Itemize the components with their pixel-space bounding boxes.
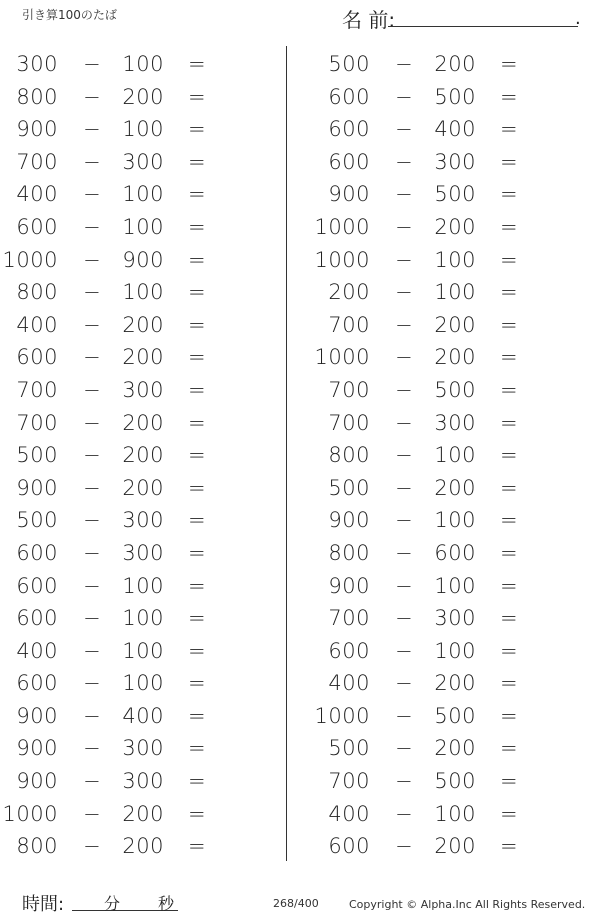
minus-sign: −	[83, 443, 102, 468]
subtrahend: 200	[122, 345, 164, 370]
equals-sign: =	[188, 410, 207, 435]
equals-sign: =	[188, 214, 207, 239]
subtrahend: 100	[122, 280, 164, 305]
minuend: 500	[16, 443, 58, 468]
time-label: 時間:	[22, 894, 65, 915]
minus-sign: −	[395, 280, 414, 305]
minuend: 800	[16, 834, 58, 859]
equals-sign: =	[500, 638, 519, 663]
subtrahend: 100	[434, 280, 476, 305]
equals-sign: =	[500, 508, 519, 533]
minuend: 600	[328, 84, 370, 109]
name-end-dot: .	[575, 8, 581, 29]
equals-sign: =	[188, 247, 207, 272]
equals-sign: =	[188, 540, 207, 565]
problem-row	[0, 176, 290, 209]
equals-sign: =	[500, 540, 519, 565]
equals-sign: =	[188, 52, 207, 76]
subtrahend: 300	[434, 149, 476, 174]
equals-sign: =	[500, 280, 519, 305]
minus-sign: −	[395, 671, 414, 696]
problem-row	[0, 470, 290, 503]
problem-row	[0, 502, 290, 535]
subtrahend: 300	[122, 377, 164, 402]
problem-row	[312, 665, 600, 698]
minus-sign: −	[83, 475, 102, 500]
problem-row	[312, 372, 600, 405]
minus-sign: −	[395, 214, 414, 239]
minus-sign: −	[395, 573, 414, 598]
minus-sign: −	[395, 52, 414, 76]
minus-sign: −	[395, 410, 414, 435]
minuend: 500	[328, 52, 370, 76]
problem-row	[0, 665, 290, 698]
minus-sign: −	[83, 117, 102, 142]
subtrahend: 500	[434, 703, 476, 728]
equals-sign: =	[500, 117, 519, 142]
subtrahend: 200	[434, 52, 476, 76]
minus-sign: −	[83, 214, 102, 239]
copyright-notice: Copyright © Alpha.Inc All Rights Reserved.	[349, 898, 586, 911]
equals-sign: =	[188, 117, 207, 142]
problem-row	[312, 242, 600, 275]
problem-row	[0, 763, 290, 796]
minutes-label: 分	[104, 894, 121, 913]
problem-row	[312, 470, 600, 503]
minuend: 1000	[2, 801, 58, 826]
equals-sign: =	[188, 149, 207, 174]
subtrahend: 300	[122, 769, 164, 794]
minus-sign: −	[395, 540, 414, 565]
problem-row	[312, 796, 600, 829]
minuend: 600	[328, 117, 370, 142]
subtrahend: 100	[122, 671, 164, 696]
subtrahend: 100	[434, 801, 476, 826]
minuend: 900	[16, 736, 58, 761]
minus-sign: −	[83, 606, 102, 631]
minus-sign: −	[83, 638, 102, 663]
subtrahend: 100	[122, 214, 164, 239]
subtrahend: 200	[122, 410, 164, 435]
minuend: 700	[328, 377, 370, 402]
minus-sign: −	[83, 52, 102, 76]
minuend: 1000	[2, 247, 58, 272]
minuend: 500	[328, 475, 370, 500]
subtrahend: 300	[122, 540, 164, 565]
subtrahend: 200	[434, 475, 476, 500]
minus-sign: −	[395, 606, 414, 631]
equals-sign: =	[500, 214, 519, 239]
name-label: 名 前:	[342, 8, 396, 32]
equals-sign: =	[188, 377, 207, 402]
equals-sign: =	[500, 410, 519, 435]
problem-row	[312, 46, 600, 79]
subtrahend: 100	[122, 182, 164, 207]
subtrahend: 200	[434, 214, 476, 239]
equals-sign: =	[188, 345, 207, 370]
problem-row	[0, 144, 290, 177]
minuend: 600	[16, 214, 58, 239]
subtrahend: 100	[122, 638, 164, 663]
problem-row	[312, 730, 600, 763]
left-problem-column	[0, 46, 290, 861]
minuend: 600	[328, 638, 370, 663]
equals-sign: =	[500, 182, 519, 207]
minuend: 1000	[314, 247, 370, 272]
minuend: 900	[328, 182, 370, 207]
minus-sign: −	[395, 703, 414, 728]
minus-sign: −	[83, 182, 102, 207]
problem-row	[0, 633, 290, 666]
equals-sign: =	[500, 149, 519, 174]
minuend: 400	[328, 671, 370, 696]
problem-row	[312, 763, 600, 796]
equals-sign: =	[500, 671, 519, 696]
minus-sign: −	[395, 638, 414, 663]
subtrahend: 100	[434, 573, 476, 598]
subtrahend: 100	[122, 606, 164, 631]
minus-sign: −	[83, 280, 102, 305]
minus-sign: −	[395, 508, 414, 533]
subtrahend: 500	[434, 182, 476, 207]
subtrahend: 100	[122, 117, 164, 142]
problem-row	[0, 437, 290, 470]
equals-sign: =	[500, 573, 519, 598]
equals-sign: =	[188, 84, 207, 109]
minus-sign: −	[395, 345, 414, 370]
subtrahend: 100	[434, 247, 476, 272]
problem-row	[312, 568, 600, 601]
name-field-line[interactable]	[388, 26, 578, 27]
minuend: 600	[328, 149, 370, 174]
equals-sign: =	[500, 345, 519, 370]
equals-sign: =	[500, 247, 519, 272]
subtrahend: 200	[122, 834, 164, 859]
problem-row	[0, 79, 290, 112]
problem-row	[0, 307, 290, 340]
subtrahend: 400	[122, 703, 164, 728]
minuend: 700	[328, 769, 370, 794]
minuend: 1000	[314, 345, 370, 370]
minus-sign: −	[83, 149, 102, 174]
right-problem-column	[312, 46, 600, 861]
minuend: 900	[16, 703, 58, 728]
subtrahend: 100	[434, 638, 476, 663]
equals-sign: =	[188, 508, 207, 533]
subtrahend: 300	[434, 606, 476, 631]
minuend: 700	[328, 410, 370, 435]
problem-row	[312, 633, 600, 666]
minus-sign: −	[395, 443, 414, 468]
subtrahend: 900	[122, 247, 164, 272]
problem-row	[312, 274, 600, 307]
minus-sign: −	[83, 247, 102, 272]
minuend: 400	[16, 182, 58, 207]
minuend: 600	[16, 606, 58, 631]
minuend: 300	[16, 52, 58, 76]
equals-sign: =	[188, 280, 207, 305]
minus-sign: −	[395, 801, 414, 826]
minus-sign: −	[395, 475, 414, 500]
problem-row	[0, 274, 290, 307]
subtrahend: 200	[122, 84, 164, 109]
problem-row	[312, 535, 600, 568]
subtrahend: 600	[434, 540, 476, 565]
problem-row	[312, 600, 600, 633]
equals-sign: =	[500, 769, 519, 794]
minus-sign: −	[395, 736, 414, 761]
minuend: 1000	[314, 703, 370, 728]
minus-sign: −	[83, 671, 102, 696]
equals-sign: =	[500, 736, 519, 761]
minuend: 700	[16, 410, 58, 435]
equals-sign: =	[500, 443, 519, 468]
minuend: 900	[16, 769, 58, 794]
equals-sign: =	[188, 312, 207, 337]
minus-sign: −	[83, 736, 102, 761]
problem-row	[312, 405, 600, 438]
minuend: 700	[328, 312, 370, 337]
minus-sign: −	[83, 377, 102, 402]
minus-sign: −	[83, 84, 102, 109]
seconds-label: 秒	[158, 894, 175, 913]
problem-row	[312, 209, 600, 242]
subtrahend: 200	[122, 443, 164, 468]
minuend: 700	[16, 149, 58, 174]
minuend: 400	[16, 312, 58, 337]
problem-row	[0, 568, 290, 601]
minus-sign: −	[83, 508, 102, 533]
minus-sign: −	[83, 769, 102, 794]
problem-row	[312, 307, 600, 340]
minuend: 600	[328, 834, 370, 859]
minus-sign: −	[395, 84, 414, 109]
problem-row	[312, 79, 600, 112]
equals-sign: =	[188, 769, 207, 794]
equals-sign: =	[188, 736, 207, 761]
subtrahend: 200	[122, 475, 164, 500]
minuend: 800	[16, 280, 58, 305]
problem-row	[0, 405, 290, 438]
problem-row	[0, 209, 290, 242]
subtrahend: 400	[434, 117, 476, 142]
minuend: 600	[16, 671, 58, 696]
minus-sign: −	[83, 703, 102, 728]
problem-row	[0, 242, 290, 275]
subtrahend: 300	[434, 410, 476, 435]
problem-row	[0, 111, 290, 144]
equals-sign: =	[188, 573, 207, 598]
minuend: 600	[16, 540, 58, 565]
minuend: 600	[16, 573, 58, 598]
problem-row	[0, 46, 290, 79]
subtrahend: 100	[434, 443, 476, 468]
minus-sign: −	[83, 573, 102, 598]
minus-sign: −	[83, 834, 102, 859]
equals-sign: =	[500, 377, 519, 402]
equals-sign: =	[500, 703, 519, 728]
minuend: 400	[328, 801, 370, 826]
subtrahend: 200	[434, 736, 476, 761]
problem-row	[0, 698, 290, 731]
subtrahend: 500	[434, 377, 476, 402]
minuend: 800	[16, 84, 58, 109]
column-divider	[286, 46, 287, 861]
subtrahend: 100	[122, 573, 164, 598]
minus-sign: −	[83, 540, 102, 565]
problem-row	[0, 828, 290, 861]
minus-sign: −	[83, 410, 102, 435]
subtrahend: 200	[122, 801, 164, 826]
problem-row	[312, 111, 600, 144]
problem-row	[312, 144, 600, 177]
subtrahend: 200	[434, 312, 476, 337]
minuend: 900	[328, 573, 370, 598]
minuend: 900	[16, 475, 58, 500]
equals-sign: =	[500, 834, 519, 859]
minuend: 700	[328, 606, 370, 631]
minuend: 900	[16, 117, 58, 142]
minus-sign: −	[395, 117, 414, 142]
equals-sign: =	[188, 671, 207, 696]
minus-sign: −	[83, 312, 102, 337]
minus-sign: −	[83, 801, 102, 826]
problem-row	[312, 828, 600, 861]
equals-sign: =	[500, 52, 519, 76]
subtrahend: 200	[122, 312, 164, 337]
subtrahend: 100	[122, 52, 164, 76]
problem-row	[312, 339, 600, 372]
minuend: 200	[328, 280, 370, 305]
minus-sign: −	[395, 769, 414, 794]
subtrahend: 200	[434, 834, 476, 859]
problem-row	[312, 437, 600, 470]
problem-row	[312, 176, 600, 209]
page-number: 268/400	[273, 897, 319, 910]
equals-sign: =	[188, 703, 207, 728]
equals-sign: =	[188, 801, 207, 826]
equals-sign: =	[500, 606, 519, 631]
minuend: 500	[16, 508, 58, 533]
subtrahend: 200	[434, 345, 476, 370]
problem-row	[0, 796, 290, 829]
minuend: 500	[328, 736, 370, 761]
subtrahend: 200	[434, 671, 476, 696]
problem-row	[0, 372, 290, 405]
minus-sign: −	[395, 834, 414, 859]
minus-sign: −	[395, 247, 414, 272]
problem-row	[0, 535, 290, 568]
problem-row	[312, 698, 600, 731]
equals-sign: =	[188, 182, 207, 207]
minuend: 700	[16, 377, 58, 402]
minus-sign: −	[395, 377, 414, 402]
minus-sign: −	[395, 149, 414, 174]
problem-row	[312, 502, 600, 535]
minus-sign: −	[83, 345, 102, 370]
subtrahend: 300	[122, 149, 164, 174]
subtrahend: 300	[122, 736, 164, 761]
subtrahend: 500	[434, 84, 476, 109]
minuend: 1000	[314, 214, 370, 239]
equals-sign: =	[188, 606, 207, 631]
equals-sign: =	[188, 443, 207, 468]
problem-row	[0, 600, 290, 633]
problem-row	[0, 730, 290, 763]
equals-sign: =	[500, 475, 519, 500]
subtrahend: 500	[434, 769, 476, 794]
equals-sign: =	[500, 84, 519, 109]
minuend: 800	[328, 443, 370, 468]
equals-sign: =	[188, 638, 207, 663]
minus-sign: −	[395, 312, 414, 337]
problem-row	[0, 339, 290, 372]
equals-sign: =	[188, 834, 207, 859]
minuend: 900	[328, 508, 370, 533]
equals-sign: =	[500, 801, 519, 826]
minuend: 800	[328, 540, 370, 565]
equals-sign: =	[188, 475, 207, 500]
subtrahend: 300	[122, 508, 164, 533]
worksheet-title: 引き算100のたば	[22, 8, 117, 22]
subtrahend: 100	[434, 508, 476, 533]
minuend: 600	[16, 345, 58, 370]
equals-sign: =	[500, 312, 519, 337]
minus-sign: −	[395, 182, 414, 207]
minuend: 400	[16, 638, 58, 663]
